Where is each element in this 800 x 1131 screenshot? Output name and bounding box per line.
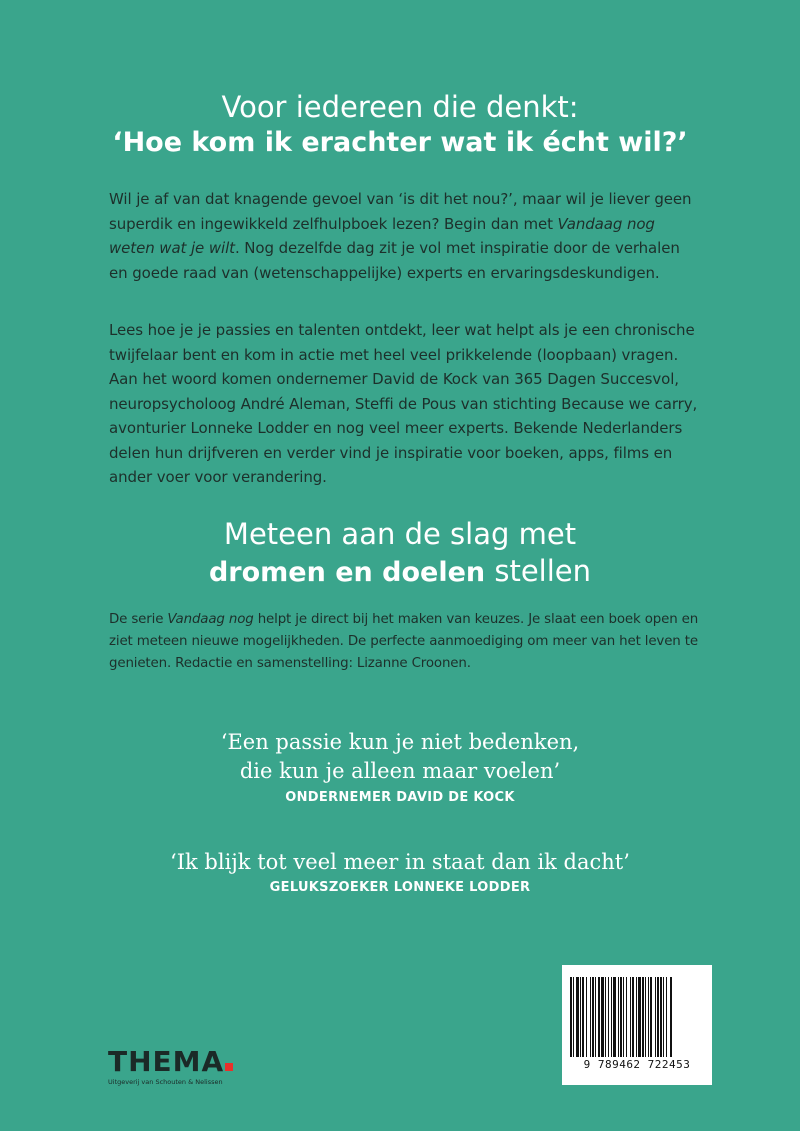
quote-lonneke-line1: ‘Ik blijk tot veel meer in staat dan ik dacht’ (170, 850, 630, 874)
intro-text-2: . Nog dezelfde dag zit je vol met inspiratie door de verhalen en goede raad van (wetenschappelijke) experts en ervaringsdeskundigen. (109, 239, 680, 282)
quote-lonneke (0, 848, 800, 877)
headline-top-line2: ‘Hoe kom ik erachter wat ik écht wil?’ (112, 127, 688, 158)
quote-david (0, 728, 800, 786)
intro-paragraph (109, 187, 699, 285)
barcode (562, 965, 712, 1085)
headline-middle-bold: dromen en doelen (208, 557, 486, 588)
series-title: Vandaag nog (167, 612, 254, 627)
headline-middle-line1: Meteen aan de slag met (223, 517, 577, 551)
quote-david-line1: ‘Een passie kun je niet bedenken, (220, 730, 580, 754)
intro-text-1: Wil je af van dat knagende gevoel van ‘is dit het nou?’, maar wil je liever geen superdik en ingewikkeld zelfhulpboek lezen? Begin dan met (109, 190, 692, 233)
headline-middle-rest: stellen (485, 554, 592, 588)
publisher-name: THEMA (108, 1045, 225, 1078)
series-paragraph (109, 609, 699, 675)
logo-dot-icon (225, 1063, 233, 1071)
quote-david-attribution: ONDERNEMER DAVID DE KOCK (285, 790, 515, 805)
headline-middle (0, 516, 800, 592)
isbn-number: 9 789462 722453 (583, 1058, 691, 1071)
headline-top (0, 89, 800, 161)
barcode-bars-icon (570, 977, 704, 1057)
headline-top-line1: Voor iedereen die denkt: (221, 90, 579, 124)
book-title: Vandaag nog weten wat je wilt (109, 214, 655, 257)
quote-david-line2: die kun je alleen maar voelen’ (239, 759, 561, 783)
publisher-tagline: Uitgeverij van Schouten & Nelissen (108, 1078, 223, 1086)
body-paragraph: Lees hoe je je passies en talenten ontdekt, leer wat helpt als je een chronische twijfelaar bent en kom in actie met heel veel prikkelende (loopbaan) vragen. Aan het woord komen ondernemer David de Kock van 365 Dagen Succesvol, neuropsycholoog André Aleman, Steffi de Pous van stichting Because we carry, avonturier Lonneke Lodder en nog veel meer experts. Bekende Nederlanders delen hun drijfveren en verder vind je inspiratie voor boeken, apps, films en ander voer voor verandering. (109, 321, 698, 486)
series-text-2: helpt je direct bij het maken van keuzes. Je slaat een boek open en ziet meteen nieuwe mogelijkheden. De perfecte aanmoediging om meer van het leven te genieten. Redactie en samenstelling: Lizanne Croonen. (109, 612, 699, 671)
quote-lonneke-attribution: GELUKSZOEKER LONNEKE LODDER (269, 880, 531, 895)
publisher-logo (108, 1047, 233, 1086)
headline-middle-line2 (0, 552, 800, 592)
series-text-1: De serie (109, 612, 168, 627)
